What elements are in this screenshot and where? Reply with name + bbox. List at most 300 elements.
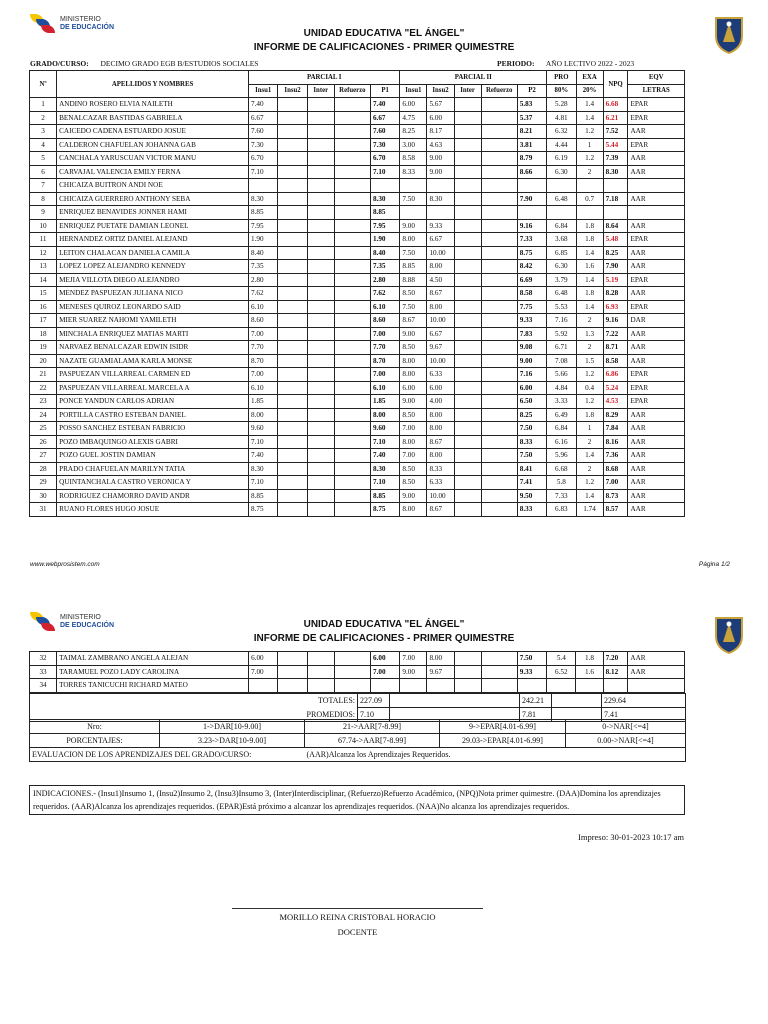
cell-npq: 7.20 (603, 652, 628, 666)
totales-p1: 227.09 (358, 694, 390, 708)
cell-p2: 7.50 (517, 422, 546, 436)
cell-p1-insu1: 6.00 (249, 652, 278, 666)
cell-p2-insu1: 8.00 (400, 233, 427, 247)
cell-p2-inter (454, 287, 481, 301)
cell-p2-inter (454, 665, 481, 679)
cell-eqv: AAR (628, 503, 685, 517)
cell-pro: 5.4 (547, 652, 576, 666)
cell-p1: 7.30 (370, 138, 399, 152)
cell-eqv: EPAR (628, 233, 685, 247)
cell-p1-insu2 (278, 179, 307, 193)
cell-p1-inter (307, 503, 334, 517)
cell-eqv: AAR (628, 260, 685, 274)
cell-p2-inter (454, 354, 481, 368)
periodo-label: PERIODO: (497, 59, 535, 68)
nro-epar: 9->EPAR[4.01-6.99] (440, 720, 566, 734)
student-row (30, 179, 685, 193)
cell-p1-refuerzo (334, 381, 370, 395)
cell-p1: 8.00 (370, 408, 399, 422)
cell-p2-refuerzo (481, 489, 517, 503)
cell-p1: 7.95 (370, 219, 399, 233)
cell-no: 25 (30, 422, 57, 436)
cell-p1: 7.40 (370, 98, 399, 112)
cell-pro: 6.85 (547, 246, 576, 260)
cell-p2-insu1: 8.50 (400, 341, 427, 355)
cell-exa: 1.4 (576, 300, 603, 314)
cell-p2: 9.33 (517, 314, 546, 328)
cell-eqv: AAR (628, 462, 685, 476)
cell-p2-insu1: 8.67 (400, 314, 427, 328)
cell-p1: 7.70 (370, 341, 399, 355)
cell-eqv: EPAR (628, 98, 685, 112)
cell-pro: 4.84 (547, 381, 576, 395)
cell-p1-refuerzo (334, 192, 370, 206)
cell-p2-insu1: 8.00 (400, 368, 427, 382)
cell-eqv: DAR (628, 314, 685, 328)
cell-npq: 8.16 (603, 435, 628, 449)
nro-aar: 21->AAR[7-8.99] (305, 720, 440, 734)
cell-p1: 2.80 (370, 273, 399, 287)
cell-p2-inter (454, 125, 481, 139)
cell-pro: 5.53 (547, 300, 576, 314)
cell-p1-refuerzo (334, 422, 370, 436)
cell-p2: 8.33 (517, 503, 546, 517)
cell-no: 27 (30, 449, 57, 463)
cell-p1-inter (307, 233, 334, 247)
cell-npq: 7.36 (603, 449, 628, 463)
col-exa: EXA (576, 71, 603, 85)
cell-no: 14 (30, 273, 57, 287)
cell-p1-insu2 (278, 111, 307, 125)
cell-p1-inter (307, 260, 334, 274)
cell-p1-inter (307, 462, 334, 476)
cell-nombre: TARAMUEL POZO LADY CAROLINA (57, 665, 249, 679)
cell-npq: 5.24 (603, 381, 628, 395)
cell-p1-refuerzo (334, 300, 370, 314)
cell-no: 2 (30, 111, 57, 125)
cell-no: 20 (30, 354, 57, 368)
cell-p2: 5.83 (517, 98, 546, 112)
cell-p2-refuerzo (481, 273, 517, 287)
cell-p2: 8.79 (517, 152, 546, 166)
student-row (30, 408, 685, 422)
cell-nombre: BENALCAZAR BASTIDAS GABRIELA (57, 111, 249, 125)
student-row (30, 152, 685, 166)
cell-p2: 7.75 (517, 300, 546, 314)
cell-p2 (517, 179, 546, 193)
cell-pro: 3.33 (547, 395, 576, 409)
cell-p1: 6.00 (371, 652, 400, 666)
cell-npq: 7.39 (603, 152, 628, 166)
cell-eqv: AAR (628, 408, 685, 422)
cell-p2-insu1: 8.00 (400, 503, 427, 517)
cell-p2-inter (454, 395, 481, 409)
cell-p1-insu1: 6.70 (249, 152, 278, 166)
cell-nombre: MIER SUAREZ NAHOMI YAMILETH (57, 314, 249, 328)
cell-p1-refuerzo (334, 327, 370, 341)
cell-nombre: PONCE YANDUN CARLOS ADRIAN (57, 395, 249, 409)
student-row (30, 381, 685, 395)
cell-p1-insu1: 8.85 (249, 206, 278, 220)
cell-p1-inter (307, 679, 334, 693)
cell-p1-insu1: 1.90 (249, 233, 278, 247)
cell-p2-inter (454, 300, 481, 314)
cell-p1-refuerzo (334, 260, 370, 274)
cell-p2-inter (454, 273, 481, 287)
nro-label: Nro: (30, 720, 160, 734)
cell-p2-insu2: 5.67 (427, 98, 454, 112)
cell-p1-inter (307, 111, 334, 125)
cell-p2-refuerzo (481, 408, 517, 422)
cell-exa: 0.4 (576, 381, 603, 395)
cell-p1-inter (307, 368, 334, 382)
cell-p1-insu1: 8.70 (249, 354, 278, 368)
cell-p1-insu2 (278, 476, 307, 490)
cell-no: 15 (30, 287, 57, 301)
cell-exa: 2 (576, 314, 603, 328)
pct-dar: 3.23->DAR[10-9.00] (160, 734, 305, 748)
cell-p2: 9.50 (517, 489, 546, 503)
cell-p1-inter (307, 314, 334, 328)
cell-p1-inter (307, 152, 334, 166)
cell-npq: 9.16 (603, 314, 628, 328)
cell-eqv: AAR (628, 125, 685, 139)
cell-p1-refuerzo (334, 125, 370, 139)
cell-p2-refuerzo (481, 503, 517, 517)
cell-p2 (517, 206, 546, 220)
cell-p2 (517, 679, 546, 693)
student-row (30, 111, 685, 125)
cell-exa: 1.4 (576, 273, 603, 287)
cell-p2-insu2: 6.67 (427, 327, 454, 341)
cell-p2-insu1: 7.50 (400, 246, 427, 260)
stats-table (29, 719, 686, 762)
cell-p2-inter (454, 192, 481, 206)
cell-p1: 7.40 (370, 449, 399, 463)
cell-p2-insu2 (427, 179, 454, 193)
grades-table-body-p2 (30, 652, 685, 693)
cell-p1-inter (307, 354, 334, 368)
cell-p1-insu2 (278, 503, 307, 517)
cell-no: 17 (30, 314, 57, 328)
promedios-npq: 7.41 (602, 708, 686, 722)
cell-exa (576, 679, 603, 693)
cell-eqv: AAR (628, 341, 685, 355)
cell-p1-refuerzo (334, 476, 370, 490)
cell-p2-inter (454, 179, 481, 193)
cell-p1-insu1: 8.75 (249, 503, 278, 517)
cell-p1-inter (307, 273, 334, 287)
cell-p1: 7.62 (370, 287, 399, 301)
cell-nombre: HERNANDEZ ORTIZ DANIEL ALEJAND (57, 233, 249, 247)
cell-p2-insu2: 9.67 (427, 665, 454, 679)
cell-p1-refuerzo (334, 665, 370, 679)
cell-p2: 8.25 (517, 408, 546, 422)
cell-p1-insu2 (278, 273, 307, 287)
cell-no: 4 (30, 138, 57, 152)
pct-label: PORCENTAJES: (30, 734, 160, 748)
cell-eqv: AAR (628, 165, 685, 179)
cell-p1-inter (307, 408, 334, 422)
cell-npq: 8.71 (603, 341, 628, 355)
cell-p2-inter (454, 341, 481, 355)
cell-p1-insu2 (278, 165, 307, 179)
cell-nombre: QUINTANCHALA CASTRO VERONICA Y (57, 476, 249, 490)
cell-exa: 1.8 (576, 287, 603, 301)
cell-npq: 8.57 (603, 503, 628, 517)
cell-p2-inter (454, 381, 481, 395)
cell-p1-insu1: 8.30 (249, 192, 278, 206)
cell-p1-refuerzo (334, 314, 370, 328)
student-row (30, 422, 685, 436)
cell-p1-refuerzo (334, 489, 370, 503)
cell-nombre: RUANO FLORES HUGO JOSUE (57, 503, 249, 517)
cell-p1: 6.10 (370, 300, 399, 314)
cell-p1-inter (307, 206, 334, 220)
cell-p1-insu2 (278, 327, 307, 341)
cell-p1: 7.60 (370, 125, 399, 139)
cell-exa: 1.2 (576, 476, 603, 490)
cell-exa: 2 (576, 462, 603, 476)
cell-npq: 6.93 (603, 300, 628, 314)
cell-npq: 5.44 (603, 138, 628, 152)
cell-p2: 6.69 (517, 273, 546, 287)
student-row (30, 327, 685, 341)
pct-epar: 29.03->EPAR[4.01-6.99] (440, 734, 566, 748)
cell-p2-inter (454, 165, 481, 179)
cell-p1-refuerzo (334, 679, 370, 693)
cell-npq: 5.19 (603, 273, 628, 287)
student-row (30, 368, 685, 382)
cell-exa: 1.8 (576, 652, 603, 666)
cell-p1: 8.30 (370, 192, 399, 206)
ministerio-line2-p2: DE EDUCACIÓN (60, 622, 115, 629)
cell-no: 6 (30, 165, 57, 179)
cell-nombre: ENRIQUEZ PUETATE DAMIAN LEONEL (57, 219, 249, 233)
cell-nombre: POZO GUEL JOSTIN DAMIAN (57, 449, 249, 463)
page-number: Página 1/2 (698, 561, 730, 568)
cell-p1: 6.10 (370, 381, 399, 395)
cell-p2-refuerzo (481, 233, 517, 247)
cell-p2-insu1: 7.00 (400, 652, 427, 666)
cell-p2-insu2: 8.00 (427, 449, 454, 463)
cell-p1: 7.00 (371, 665, 400, 679)
totales-p2: 242.21 (520, 694, 552, 708)
cell-p1 (370, 179, 399, 193)
cell-p2-inter (454, 219, 481, 233)
cell-p1-insu2 (278, 246, 307, 260)
col-eqv: EQV (628, 71, 685, 85)
cell-p1-insu1: 9.60 (249, 422, 278, 436)
cell-p2-insu2: 4.50 (427, 273, 454, 287)
indicaciones-box: INDICACIONES.- (Insu1)Insumo 1, (Insu2)Insumo 2, (Insu3)Insumo 3, (Inter)Interdisciplinar, (Refuerzo)Refuerzo Académico, (NPQ)Nota primer quimestre. (DAA)Domina los aprendizajes requeridos. (AAR)Alcanza los aprendizajes requeridos. (EPAR)Está próximo a alcanzar los aprendizajes requeridos. (NAA)No alcanza los aprendizajes requeridos. (29, 785, 685, 815)
cell-p1-insu2 (278, 219, 307, 233)
pct-nar: 0.00->NAR[<=4] (566, 734, 686, 748)
col-parcial1: PARCIAL I (249, 71, 400, 85)
cell-p1-insu2 (278, 435, 307, 449)
cell-p1-insu1: 7.00 (249, 368, 278, 382)
cell-p2-insu2: 8.00 (427, 422, 454, 436)
grades-table (29, 70, 685, 517)
cell-exa: 2 (576, 165, 603, 179)
cell-p1: 8.70 (370, 354, 399, 368)
student-row (30, 462, 685, 476)
cell-npq: 7.18 (603, 192, 628, 206)
cell-exa: 1.2 (576, 395, 603, 409)
cell-no: 33 (30, 665, 57, 679)
cell-pro: 5.92 (547, 327, 576, 341)
cell-p2-inter (454, 679, 481, 693)
cell-p2-inter (454, 503, 481, 517)
student-row (30, 125, 685, 139)
cell-p2-insu2 (427, 679, 454, 693)
cell-p1-inter (307, 138, 334, 152)
cell-p2-insu1: 8.25 (400, 125, 427, 139)
cell-npq: 7.90 (603, 260, 628, 274)
cell-p1-insu1: 8.40 (249, 246, 278, 260)
cell-eqv: EPAR (628, 395, 685, 409)
cell-p1-insu1: 6.10 (249, 300, 278, 314)
cell-p1: 7.10 (370, 435, 399, 449)
cell-p1-refuerzo (334, 206, 370, 220)
cell-no: 10 (30, 219, 57, 233)
cell-p1-refuerzo (334, 165, 370, 179)
pct-aar: 67.74->AAR[7-8.99] (305, 734, 440, 748)
cell-p2-insu1: 8.85 (400, 260, 427, 274)
cell-npq: 8.64 (603, 219, 628, 233)
cell-p2-refuerzo (481, 422, 517, 436)
cell-nombre: PRADO CHAFUELAN MARILYN TATIA (57, 462, 249, 476)
cell-p1-insu1: 2.80 (249, 273, 278, 287)
cell-exa (576, 179, 603, 193)
cell-exa: 1.4 (576, 449, 603, 463)
cell-p2: 7.83 (517, 327, 546, 341)
cell-p2-refuerzo (481, 287, 517, 301)
cell-p2: 7.50 (517, 652, 546, 666)
cell-p2-refuerzo (481, 665, 517, 679)
cell-p1-insu2 (278, 408, 307, 422)
report-title-school: UNIDAD EDUCATIVA "EL ÁNGEL" (303, 28, 465, 39)
promedios-p2: 7.81 (520, 708, 552, 722)
cell-p2-inter (454, 435, 481, 449)
cell-p2-insu2: 6.33 (427, 476, 454, 490)
cell-p1-insu1: 1.85 (249, 395, 278, 409)
cell-pro (547, 206, 576, 220)
cell-npq: 6.86 (603, 368, 628, 382)
eval-label: EVALUACION DE LOS APRENDIZAJES DEL GRADO/CURSO: (30, 748, 305, 762)
student-row (30, 354, 685, 368)
cell-p1-insu1: 8.60 (249, 314, 278, 328)
cell-p1-inter (307, 449, 334, 463)
cell-eqv: AAR (628, 219, 685, 233)
cell-p2-refuerzo (481, 219, 517, 233)
cell-p2: 8.41 (517, 462, 546, 476)
cell-p2-refuerzo (481, 462, 517, 476)
cell-no: 18 (30, 327, 57, 341)
cell-nombre: POZO IMBAQUINGO ALEXIS GABRI (57, 435, 249, 449)
cell-exa: 1.8 (576, 408, 603, 422)
col-p1-refuerzo: Refuerzo (334, 84, 370, 98)
cell-p1-insu2 (278, 368, 307, 382)
cell-no: 13 (30, 260, 57, 274)
cell-p2-inter (454, 246, 481, 260)
cell-p2: 8.33 (517, 435, 546, 449)
cell-p1-refuerzo (334, 111, 370, 125)
cell-p1: 7.35 (370, 260, 399, 274)
cell-p2-insu1: 8.58 (400, 152, 427, 166)
cell-p2-refuerzo (481, 246, 517, 260)
docente-label: DOCENTE (337, 927, 378, 937)
cell-eqv: EPAR (628, 381, 685, 395)
cell-p2-inter (454, 111, 481, 125)
cell-pro: 6.49 (547, 408, 576, 422)
student-row (30, 260, 685, 274)
cell-no: 31 (30, 503, 57, 517)
cell-exa: 1.8 (576, 233, 603, 247)
cell-p1-refuerzo (334, 246, 370, 260)
cell-npq (603, 179, 628, 193)
cell-p2-inter (454, 449, 481, 463)
cell-pro: 6.32 (547, 125, 576, 139)
cell-p1-inter (307, 246, 334, 260)
cell-no: 32 (30, 652, 57, 666)
cell-p2-insu2: 6.67 (427, 233, 454, 247)
totals-table (29, 693, 686, 722)
cell-nombre: POSSO SANCHEZ ESTEBAN FABRICIO (57, 422, 249, 436)
cell-p1-inter (307, 435, 334, 449)
cell-p2: 8.75 (517, 246, 546, 260)
cell-exa: 1.8 (576, 219, 603, 233)
cell-p2-inter (454, 462, 481, 476)
cell-p2-insu1: 9.00 (400, 395, 427, 409)
cell-p1-insu1: 7.10 (249, 476, 278, 490)
cell-p2-insu2: 8.33 (427, 462, 454, 476)
cell-p2: 5.37 (517, 111, 546, 125)
cell-p2-insu2: 6.00 (427, 381, 454, 395)
cell-eqv: AAR (628, 476, 685, 490)
cell-p2-insu1 (400, 179, 427, 193)
cell-p2: 6.00 (517, 381, 546, 395)
cell-exa: 1.6 (576, 260, 603, 274)
cell-eqv: AAR (628, 192, 685, 206)
cell-p2-insu1: 7.50 (400, 300, 427, 314)
cell-p2: 6.50 (517, 395, 546, 409)
report-title-school-p2: UNIDAD EDUCATIVA "EL ÁNGEL" (303, 619, 465, 630)
cell-eqv: AAR (628, 449, 685, 463)
ministerio-line1: MINISTERIO (60, 16, 101, 23)
cell-no: 8 (30, 192, 57, 206)
student-row (30, 679, 685, 693)
cell-p1-refuerzo (334, 273, 370, 287)
cell-no: 11 (30, 233, 57, 247)
cell-no: 26 (30, 435, 57, 449)
col-nombres: APELLIDOS Y NOMBRES (57, 71, 249, 98)
cell-p1: 6.67 (370, 111, 399, 125)
cell-exa: 1 (576, 422, 603, 436)
cell-p2-refuerzo (481, 679, 517, 693)
col-exa-pct: 20% (576, 84, 603, 98)
col-p2-refuerzo: Refuerzo (481, 84, 517, 98)
cell-p1: 6.70 (370, 152, 399, 166)
cell-pro: 6.71 (547, 341, 576, 355)
cell-no: 34 (30, 679, 57, 693)
cell-eqv (628, 679, 685, 693)
col-p2-inter: Inter (454, 84, 481, 98)
cell-pro: 5.66 (547, 368, 576, 382)
cell-p1-refuerzo (334, 98, 370, 112)
cell-exa: 2 (576, 435, 603, 449)
cell-p2-insu2: 8.00 (427, 300, 454, 314)
